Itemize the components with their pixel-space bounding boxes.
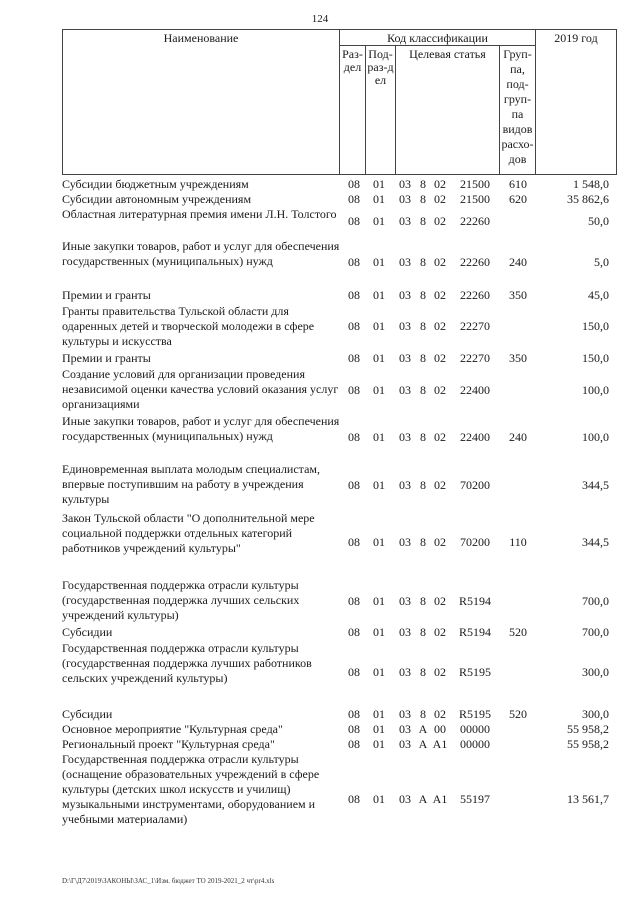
row-amount: 300,0 bbox=[582, 665, 609, 679]
row-code-t3: 02 bbox=[434, 177, 446, 191]
row-code-p: 01 bbox=[373, 792, 385, 806]
row-code-p: 01 bbox=[373, 192, 385, 206]
row-code-t1: 03 bbox=[399, 625, 411, 639]
header-group-line: под- bbox=[506, 77, 529, 91]
row-code-t1: 03 bbox=[399, 351, 411, 365]
row-code-t2: 8 bbox=[420, 214, 426, 228]
row-code-t3: 02 bbox=[434, 319, 446, 333]
row-code-r: 08 bbox=[348, 192, 360, 206]
row-code-t2: 8 bbox=[420, 665, 426, 679]
row-code-g: 240 bbox=[509, 430, 527, 444]
row-code-t4: 00000 bbox=[460, 722, 490, 736]
row-amount: 100,0 bbox=[582, 383, 609, 397]
header-razdel-label: Раз-дел bbox=[342, 47, 363, 74]
row-code-t2: 8 bbox=[420, 351, 426, 365]
row-code-t1: 03 bbox=[399, 383, 411, 397]
row-code-g: 520 bbox=[509, 625, 527, 639]
row-amount: 1 548,0 bbox=[573, 177, 609, 191]
header-group-line: дов bbox=[508, 152, 527, 166]
row-amount: 700,0 bbox=[582, 594, 609, 608]
table-row bbox=[62, 207, 617, 237]
header-group-line: Груп- bbox=[503, 47, 532, 61]
table-row bbox=[62, 578, 617, 624]
row-code-t2: 8 bbox=[420, 319, 426, 333]
row-name: Премии и гранты bbox=[62, 351, 151, 365]
row-amount: 344,5 bbox=[582, 535, 609, 549]
row-amount: 150,0 bbox=[582, 351, 609, 365]
header-target-label: Целевая статья bbox=[409, 47, 486, 61]
row-code-r: 08 bbox=[348, 625, 360, 639]
row-code-t1: 03 bbox=[399, 319, 411, 333]
row-code-r: 08 bbox=[348, 478, 360, 492]
row-code-t4: 22400 bbox=[460, 383, 490, 397]
table-row bbox=[62, 511, 617, 558]
header-group-line: па, bbox=[510, 62, 525, 76]
row-code-g: 620 bbox=[509, 192, 527, 206]
header-year-cell bbox=[535, 29, 617, 175]
row-name: Основное мероприятие "Культурная среда" bbox=[62, 722, 283, 736]
row-code-t1: 03 bbox=[399, 177, 411, 191]
row-code-t1: 03 bbox=[399, 722, 411, 736]
row-code-t4: 70200 bbox=[460, 535, 490, 549]
row-code-r: 08 bbox=[348, 594, 360, 608]
row-name: Субсидии bbox=[62, 707, 113, 721]
header-group-line: груп- bbox=[503, 92, 532, 106]
row-code-r: 08 bbox=[348, 722, 360, 736]
row-name: Иные закупки товаров, работ и услуг для обеспечения государственных (муниципальных) нужд bbox=[62, 414, 340, 443]
row-code-r: 08 bbox=[348, 319, 360, 333]
table-row bbox=[62, 351, 617, 366]
row-code-t3: 02 bbox=[434, 665, 446, 679]
row-name: Государственная поддержка отрасли культуры (государственная поддержка лучших сельских учреждений культуры) bbox=[62, 578, 300, 622]
table-row bbox=[62, 288, 617, 303]
row-code-r: 08 bbox=[348, 214, 360, 228]
row-code-r: 08 bbox=[348, 383, 360, 397]
table-row bbox=[62, 722, 617, 737]
row-code-t4: 55197 bbox=[460, 792, 490, 806]
row-code-t3: 02 bbox=[434, 535, 446, 549]
row-code-r: 08 bbox=[348, 792, 360, 806]
row-code-t1: 03 bbox=[399, 214, 411, 228]
row-code-t3: 02 bbox=[434, 288, 446, 302]
row-code-p: 01 bbox=[373, 707, 385, 721]
row-code-t3: 02 bbox=[434, 594, 446, 608]
header-year-label: 2019 год bbox=[554, 31, 598, 45]
row-name: Единовременная выплата молодым специалистам, впервые поступившим на работу в учреждения культуры bbox=[62, 462, 320, 506]
row-code-t4: R5195 bbox=[458, 707, 491, 721]
row-code-g: 110 bbox=[509, 535, 527, 549]
row-code-t2: А bbox=[418, 722, 428, 736]
row-code-t4: R5195 bbox=[458, 665, 491, 679]
row-code-p: 01 bbox=[373, 255, 385, 269]
table-row bbox=[62, 462, 617, 508]
row-code-t3: 02 bbox=[434, 255, 446, 269]
table-row bbox=[62, 414, 617, 460]
row-code-p: 01 bbox=[373, 351, 385, 365]
row-code-t2: А bbox=[418, 792, 428, 806]
header-target-cell bbox=[395, 45, 500, 175]
page-number: 124 bbox=[311, 13, 329, 25]
row-code-t4: 22260 bbox=[460, 255, 490, 269]
row-name: Гранты правительства Тульской области для одаренных детей и творческой молодежи в сфере культуры и искусства bbox=[62, 304, 315, 348]
row-code-r: 08 bbox=[348, 430, 360, 444]
header-name-cell bbox=[62, 29, 340, 175]
row-code-t4: 22260 bbox=[460, 214, 490, 228]
row-code-t3: А1 bbox=[432, 737, 448, 751]
row-code-p: 01 bbox=[373, 535, 385, 549]
row-name: Закон Тульской области "О дополнительной мере социальной поддержки отдельных категорий работников учреждений культуры" bbox=[62, 511, 315, 555]
row-amount: 45,0 bbox=[588, 288, 609, 302]
row-code-t3: 00 bbox=[434, 722, 446, 736]
row-code-t4: R5194 bbox=[458, 594, 491, 608]
row-code-t2: 8 bbox=[420, 535, 426, 549]
row-code-p: 01 bbox=[373, 319, 385, 333]
row-code-p: 01 bbox=[373, 288, 385, 302]
row-code-t4: 00000 bbox=[460, 737, 490, 751]
row-code-g: 240 bbox=[509, 255, 527, 269]
table-row bbox=[62, 752, 617, 828]
row-code-p: 01 bbox=[373, 383, 385, 397]
row-code-t3: 02 bbox=[434, 478, 446, 492]
table-row bbox=[62, 625, 617, 640]
row-code-t1: 03 bbox=[399, 255, 411, 269]
row-name: Иные закупки товаров, работ и услуг для обеспечения государственных (муниципальных) нужд bbox=[62, 239, 340, 268]
row-code-r: 08 bbox=[348, 288, 360, 302]
row-code-t1: 03 bbox=[399, 535, 411, 549]
row-code-p: 01 bbox=[373, 594, 385, 608]
row-amount: 300,0 bbox=[582, 707, 609, 721]
row-name: Премии и гранты bbox=[62, 288, 151, 302]
row-code-t1: 03 bbox=[399, 430, 411, 444]
row-code-t1: 03 bbox=[399, 192, 411, 206]
row-code-t3: 02 bbox=[434, 214, 446, 228]
row-code-t2: 8 bbox=[420, 707, 426, 721]
row-code-t3: 02 bbox=[434, 383, 446, 397]
row-code-p: 01 bbox=[373, 478, 385, 492]
row-code-t2: 8 bbox=[420, 625, 426, 639]
row-code-g: 350 bbox=[509, 288, 527, 302]
row-code-t1: 03 bbox=[399, 707, 411, 721]
row-code-t3: 02 bbox=[434, 351, 446, 365]
row-code-p: 01 bbox=[373, 430, 385, 444]
row-code-t3: 02 bbox=[434, 430, 446, 444]
row-amount: 5,0 bbox=[594, 255, 609, 269]
row-code-t2: 8 bbox=[420, 255, 426, 269]
table-row bbox=[62, 737, 617, 752]
row-code-p: 01 bbox=[373, 665, 385, 679]
row-code-p: 01 bbox=[373, 177, 385, 191]
file-path-footer: D:\Г\Д7\2019\ЗАКОНЫ\ЗАС_1\Изм. бюджет ТО 2019-2021_2 чт\pr4.xls bbox=[62, 877, 275, 885]
row-code-g: 520 bbox=[509, 707, 527, 721]
row-code-t3: А1 bbox=[432, 792, 448, 806]
row-name: Создание условий для организации проведения независимой оценки качества условий оказания услуг организациями bbox=[62, 367, 339, 411]
header-group-line: видов bbox=[502, 122, 533, 136]
header-name-label: Наименование bbox=[163, 31, 239, 45]
row-code-t2: 8 bbox=[420, 594, 426, 608]
row-code-t1: 03 bbox=[399, 288, 411, 302]
table-row bbox=[62, 192, 617, 207]
row-amount: 150,0 bbox=[582, 319, 609, 333]
row-code-t3: 02 bbox=[434, 707, 446, 721]
row-name: Государственная поддержка отрасли культуры (государственная поддержка лучших работников сельских учреждений культуры) bbox=[62, 641, 312, 685]
table-row bbox=[62, 177, 617, 192]
row-code-t2: 8 bbox=[420, 478, 426, 492]
row-code-r: 08 bbox=[348, 737, 360, 751]
row-amount: 35 862,6 bbox=[567, 192, 609, 206]
row-code-t4: 70200 bbox=[460, 478, 490, 492]
row-code-t4: 22270 bbox=[460, 319, 490, 333]
row-code-t1: 03 bbox=[399, 792, 411, 806]
row-code-t4: 22400 bbox=[460, 430, 490, 444]
row-code-t2: А bbox=[418, 737, 428, 751]
row-code-t2: 8 bbox=[420, 383, 426, 397]
row-code-p: 01 bbox=[373, 737, 385, 751]
row-amount: 100,0 bbox=[582, 430, 609, 444]
row-code-t3: 02 bbox=[434, 625, 446, 639]
row-name: Региональный проект "Культурная среда" bbox=[62, 737, 275, 751]
row-code-r: 08 bbox=[348, 177, 360, 191]
row-code-p: 01 bbox=[373, 625, 385, 639]
row-amount: 55 958,2 bbox=[567, 722, 609, 736]
row-code-r: 08 bbox=[348, 665, 360, 679]
row-code-t1: 03 bbox=[399, 737, 411, 751]
row-code-t1: 03 bbox=[399, 665, 411, 679]
row-code-t1: 03 bbox=[399, 594, 411, 608]
table-row bbox=[62, 239, 617, 286]
row-code-p: 01 bbox=[373, 722, 385, 736]
row-code-g: 610 bbox=[509, 177, 527, 191]
row-code-t4: 22270 bbox=[460, 351, 490, 365]
row-code-t4: 21500 bbox=[460, 177, 490, 191]
row-name: Субсидии автономным учреждениям bbox=[62, 192, 252, 206]
row-code-t1: 03 bbox=[399, 478, 411, 492]
row-amount: 344,5 bbox=[582, 478, 609, 492]
row-name: Государственная поддержка отрасли культуры (оснащение образовательных учреждений в сфере культуры (детских школ искусств и училищ) музыкальными инструментами, оборудованием и учебными материалами) bbox=[62, 752, 320, 826]
table-row bbox=[62, 304, 617, 349]
row-code-t2: 8 bbox=[420, 177, 426, 191]
row-code-t4: 21500 bbox=[460, 192, 490, 206]
table-row bbox=[62, 641, 617, 687]
row-code-t2: 8 bbox=[420, 192, 426, 206]
header-group-label bbox=[499, 47, 536, 167]
row-amount: 55 958,2 bbox=[567, 737, 609, 751]
row-code-g: 350 bbox=[509, 351, 527, 365]
header-podrazdel-label: Под-раз-дел bbox=[367, 47, 394, 87]
row-code-t2: 8 bbox=[420, 430, 426, 444]
row-amount: 700,0 bbox=[582, 625, 609, 639]
row-code-t2: 8 bbox=[420, 288, 426, 302]
row-code-t4: 22260 bbox=[460, 288, 490, 302]
row-name: Субсидии bbox=[62, 625, 113, 639]
row-code-r: 08 bbox=[348, 707, 360, 721]
row-code-t4: R5194 bbox=[458, 625, 491, 639]
table-row bbox=[62, 707, 617, 722]
table-row bbox=[62, 367, 617, 413]
header-group-line: расхо- bbox=[501, 137, 534, 151]
row-code-r: 08 bbox=[348, 255, 360, 269]
row-code-r: 08 bbox=[348, 351, 360, 365]
header-group-line: па bbox=[511, 107, 524, 121]
row-amount: 13 561,7 bbox=[567, 792, 609, 806]
row-name: Субсидии бюджетным учреждениям bbox=[62, 177, 249, 191]
row-name: Областная литературная премия имени Л.Н. Толстого bbox=[62, 207, 337, 221]
row-code-p: 01 bbox=[373, 214, 385, 228]
row-code-r: 08 bbox=[348, 535, 360, 549]
header-classification-label: Код классификации bbox=[387, 31, 488, 45]
row-code-t3: 02 bbox=[434, 192, 446, 206]
row-amount: 50,0 bbox=[588, 214, 609, 228]
